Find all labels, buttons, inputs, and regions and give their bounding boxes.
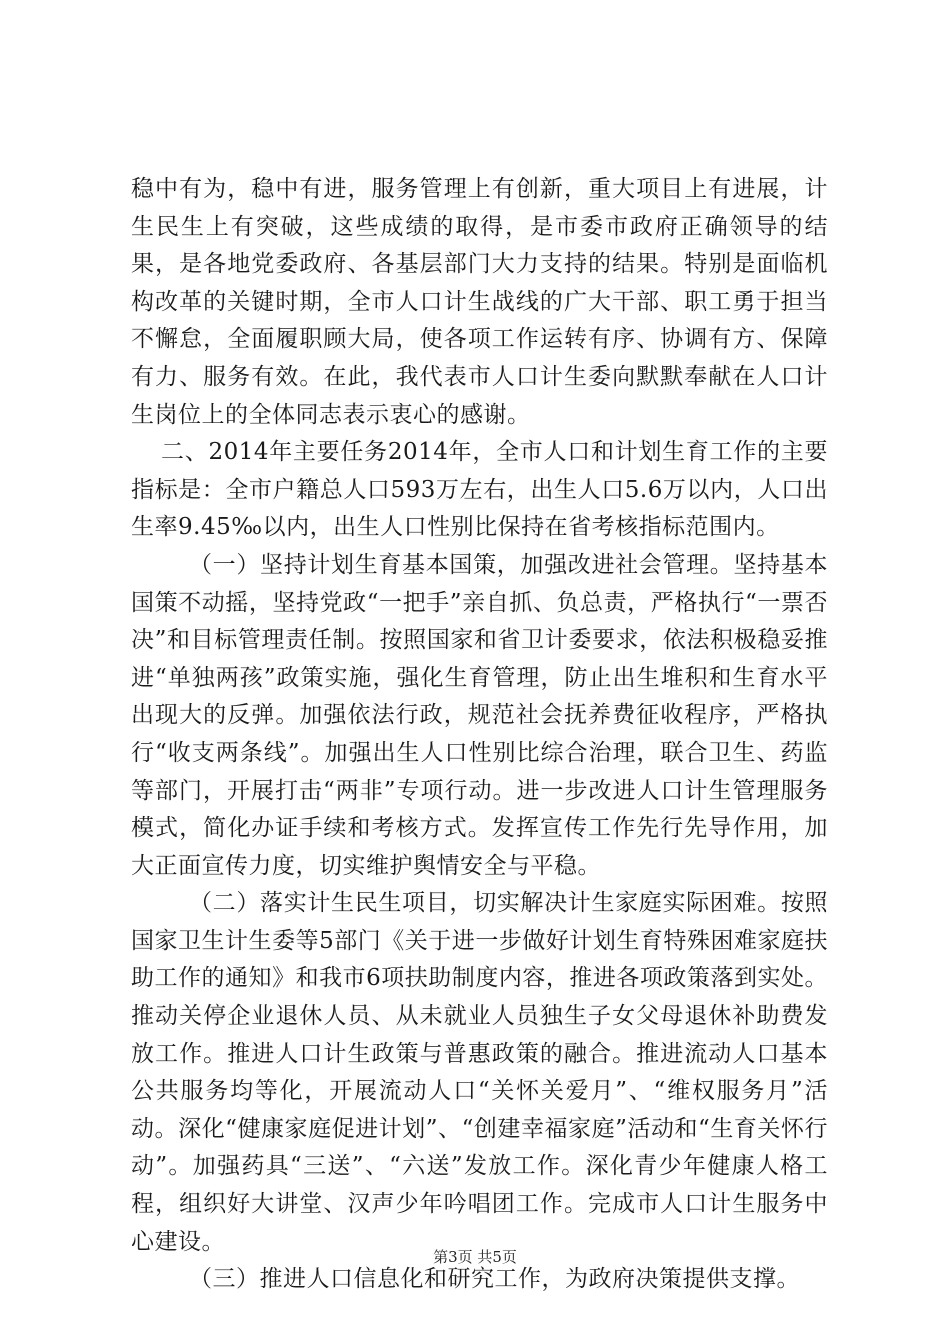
paragraph-main-tasks-2014: 二、2014年主要任务2014年，全市人口和计划生育工作的主要指标是：全市户籍总人口593万左右，出生人口5.6万以内，人口出生率9.45‰以内，出生人口性别比保持在省考核指标范围内。 [131, 439, 828, 541]
paragraph-achievements: 稳中有为，稳中有进，服务管理上有创新，重大项目上有进展，计生民生上有突破，这些成绩的取得，是市委市政府正确领导的结果，是各地党委政府、各基层部门大力支持的结果。特别是面临机构改革的关键时期，全市人口计生战线的广大干部、职工勇于担当不懈怠，全面履职顾大局，使各项工作运转有序、协调有方、保障有力、服务有效。在此，我代表市人口计生委向默默奉献在人口计生岗位上的全体同志表示衷心的感谢。 [131, 176, 828, 428]
paragraph-section-two: （二）落实计生民生项目，切实解决计生家庭实际困难。按照国家卫生计生委等5部门《关于进一步做好计划生育特殊困难家庭扶助工作的通知》和我市6项扶助制度内容，推进各项政策落到实处。推动关停企业退休人员、从未就业人员独生子女父母退休补助费发放工作。推进人口计生政策与普惠政策的融合。推进流动人口基本公共服务均等化，开展流动人口“关怀关爱月”、“维权服务月”活动。深化“健康家庭促进计划”、“创建幸福家庭”活动和“生育关怀行动”。加强药具“三送”、“六送”发放工作。深化青少年健康人格工程，组织好大讲堂、汉声少年吟唱团工作。完成市人口计生服务中心建设。 [131, 890, 828, 1255]
page-number-label: 第3页 共5页 [433, 1248, 517, 1266]
paragraph-section-three: （三）推进人口信息化和研究工作，为政府决策提供支撑。 [189, 1266, 800, 1293]
page-footer [0, 1246, 950, 1267]
document-body [131, 171, 828, 1299]
paragraph-section-one: （一）坚持计划生育基本国策，加强改进社会管理。坚持基本国策不动摇，坚持党政“一把手”亲自抓、负总责，严格执行“一票否决”和目标管理责任制。按照国家和省卫计委要求，依法积极稳妥推进“单独两孩”政策实施，强化生育管理，防止出生堆积和生育水平出现大的反弹。加强依法行政，规范社会抚养费征收程序，严格执行“收支两条线”。加强出生人口性别比综合治理，联合卫生、药监等部门，开展打击“两非”专项行动。进一步改进人口计生管理服务模式，简化办证手续和考核方式。发挥宣传工作先行先导作用，加大正面宣传力度，切实维护舆情安全与平稳。 [131, 551, 828, 879]
